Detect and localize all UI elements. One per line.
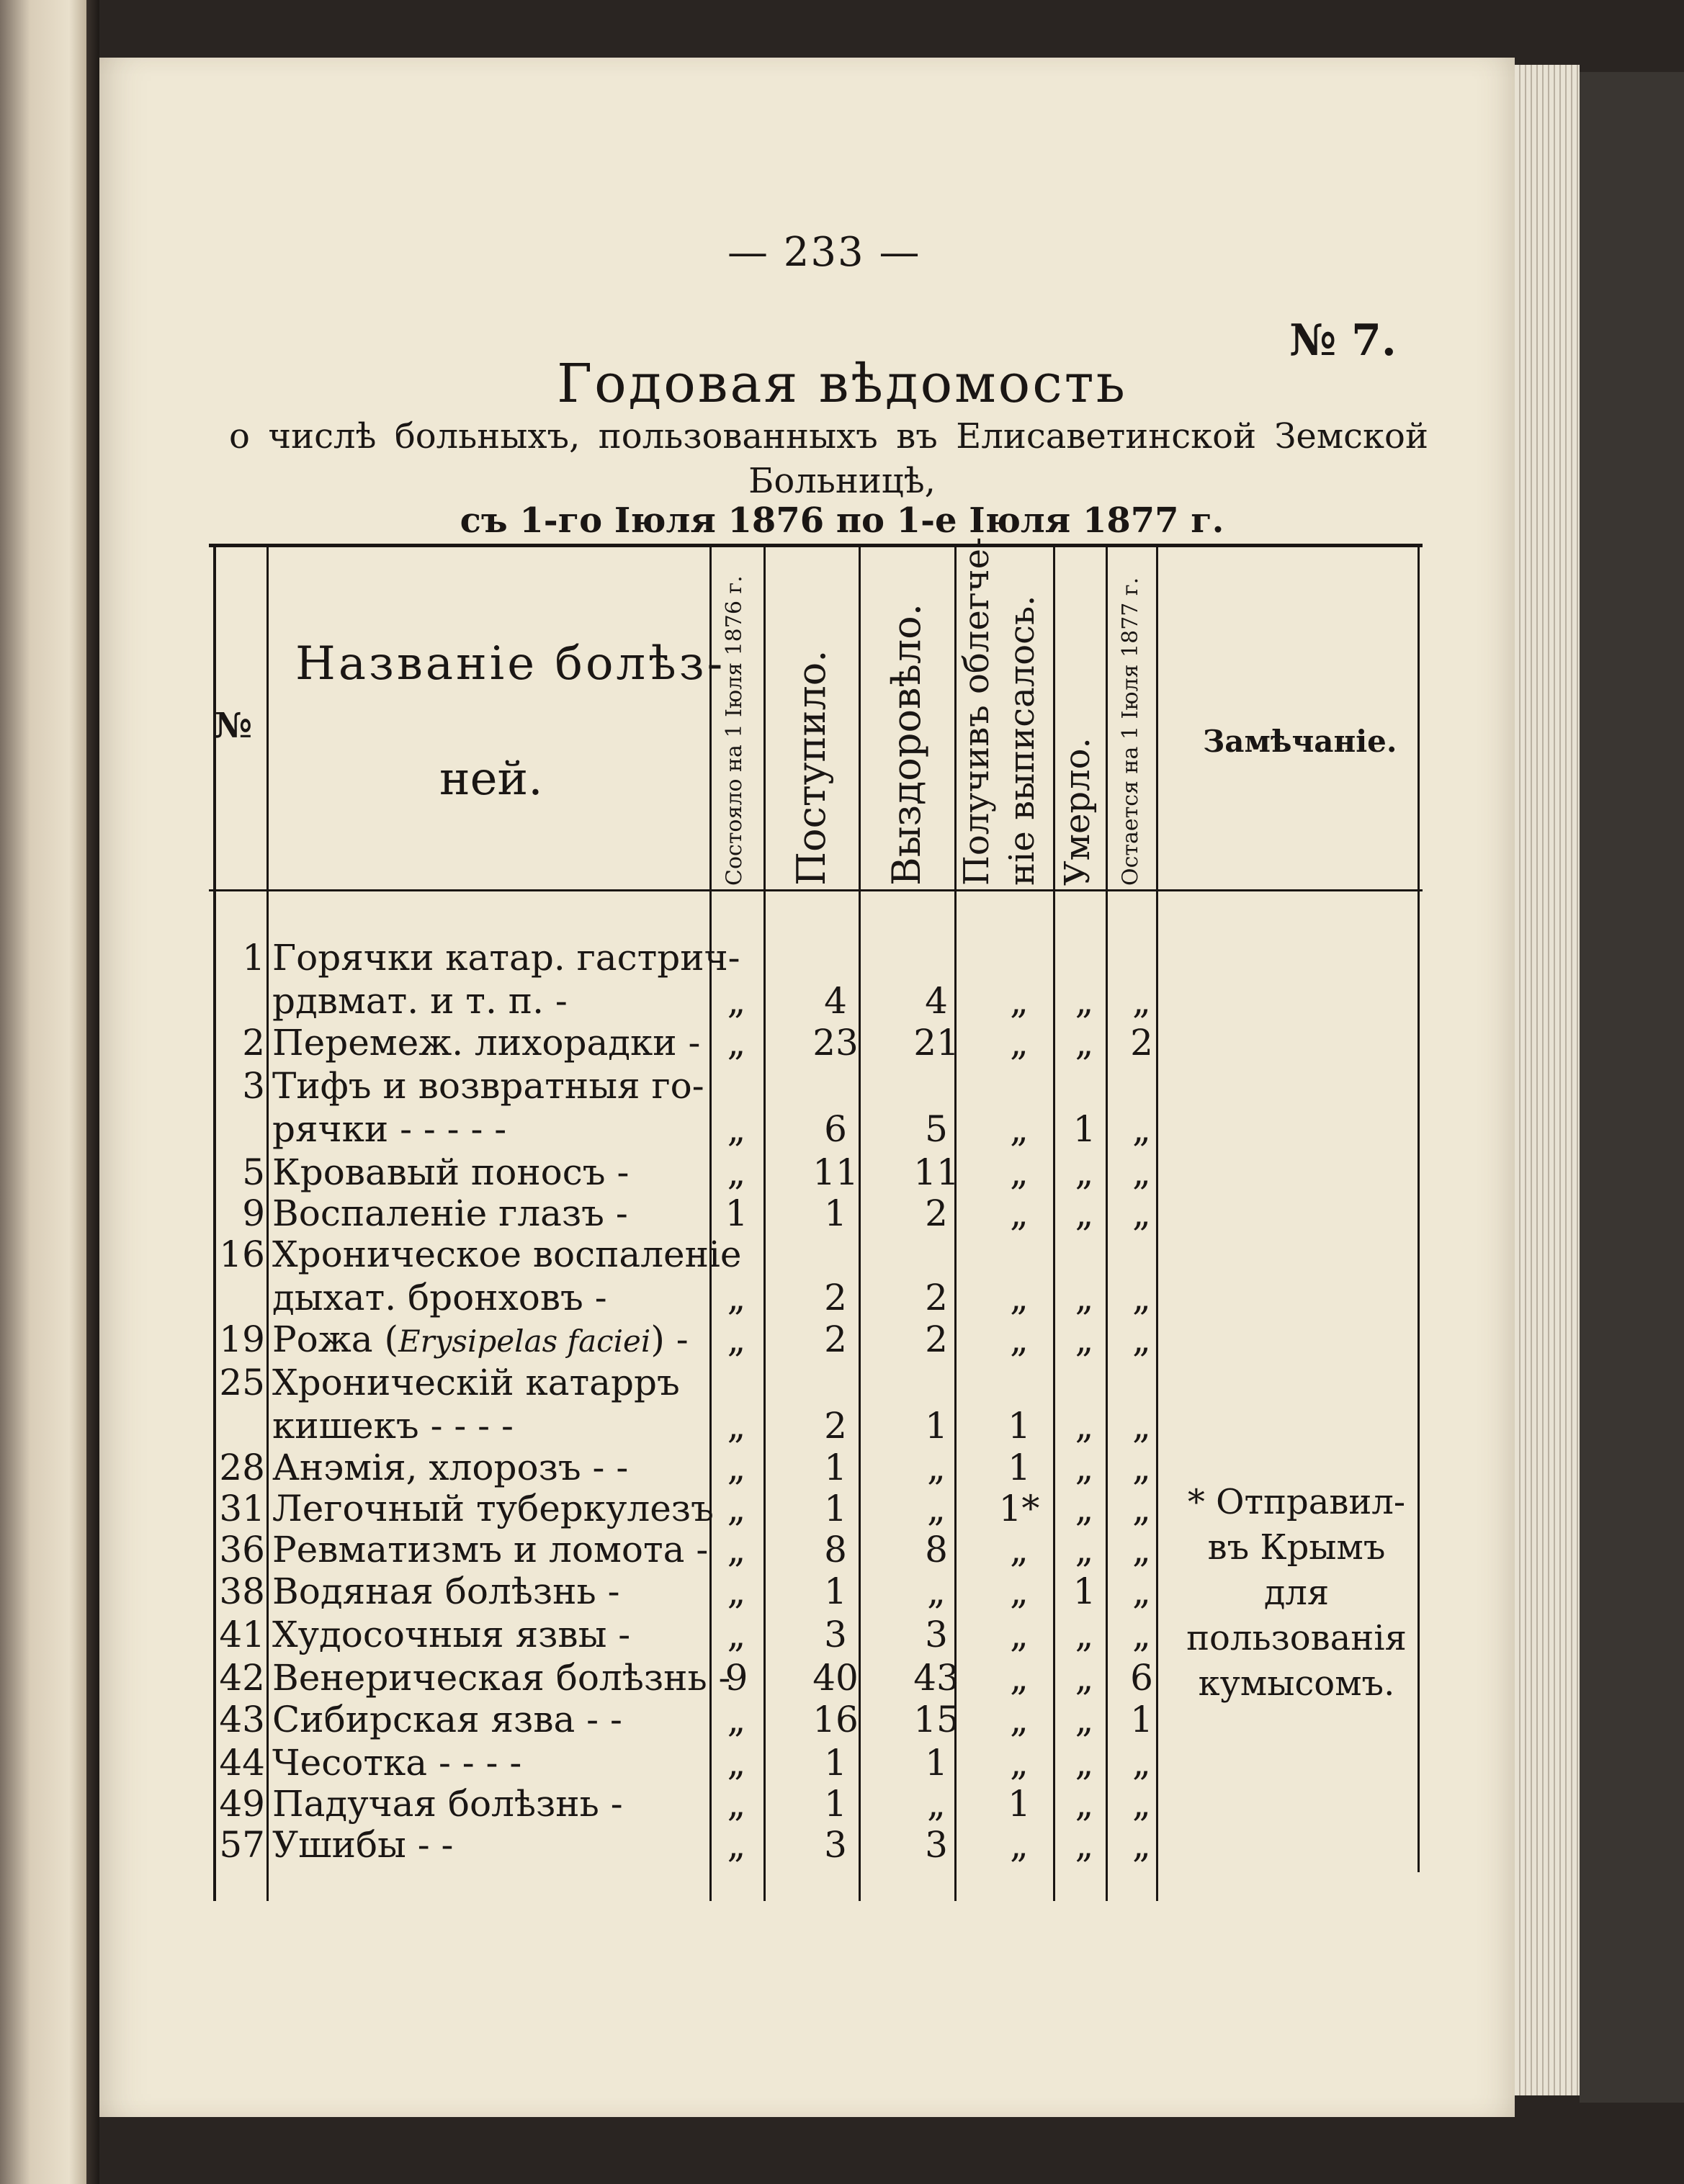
table-row [0, 1151, 1441, 1194]
value-cell: „ [1132, 1742, 1151, 1784]
value-cell: 1 [824, 1570, 847, 1612]
value-cell: „ [1075, 1318, 1094, 1360]
value-cell: „ [727, 1318, 746, 1360]
value-cell: 1 [925, 1742, 948, 1784]
value-cell: „ [1132, 980, 1151, 1022]
table-row [0, 1107, 1441, 1151]
disease-name-text: Хроническій катарръ [272, 1362, 680, 1403]
value-cell: 1 [1072, 1108, 1096, 1150]
disease-name-text: Хроническое воспаленіе [272, 1233, 742, 1275]
value-cell: „ [1010, 1108, 1029, 1150]
value-cell: 3 [824, 1614, 847, 1655]
value-cell: „ [1075, 1614, 1094, 1655]
row-number: 44 [219, 1742, 265, 1784]
disease-name [272, 1233, 742, 1276]
value-cell: 2 [925, 1192, 948, 1234]
remark-line: * Отправил- [1187, 1482, 1406, 1522]
value-cell: „ [1132, 1108, 1151, 1150]
value-cell: 2 [1130, 1022, 1153, 1064]
disease-name-text: Чесотка - - - - [272, 1742, 522, 1784]
header-name-line1: Названіе болѣз- [295, 637, 726, 691]
disease-name-text: Венерическая болѣзнь - [272, 1657, 731, 1699]
value-cell: „ [1132, 1488, 1151, 1529]
value-cell: 2 [824, 1318, 847, 1360]
value-cell: „ [1132, 1151, 1151, 1193]
disease-name [272, 1192, 704, 1235]
disease-name [272, 1570, 704, 1613]
disease-name [272, 1318, 704, 1363]
disease-name-text: дыхат. бронховъ - [272, 1277, 607, 1318]
row-number: 3 [242, 1065, 265, 1107]
value-cell: „ [1075, 1529, 1094, 1570]
value-cell: „ [727, 1529, 746, 1570]
disease-name-text: кишекъ - - - - [272, 1405, 514, 1447]
value-cell: 23 [812, 1022, 859, 1064]
value-cell: 1 [725, 1192, 748, 1234]
value-cell: „ [1010, 980, 1029, 1022]
table-row [0, 1741, 1441, 1784]
value-cell: 1 [1130, 1699, 1153, 1740]
value-cell: „ [1075, 1488, 1094, 1529]
value-cell: 9 [725, 1657, 748, 1699]
subtitle-word: о [229, 416, 250, 457]
value-cell: „ [1075, 1699, 1094, 1740]
disease-name [272, 1446, 704, 1489]
disease-name-text: Ревматизмъ и ломота - [272, 1529, 709, 1570]
value-cell: „ [1075, 1783, 1094, 1825]
disease-name [272, 1528, 709, 1571]
value-cell: „ [1010, 1657, 1029, 1699]
value-cell: „ [727, 1447, 746, 1488]
value-cell: „ [727, 1022, 746, 1064]
subtitle-line-1 [229, 416, 1428, 457]
remark-note [1174, 1480, 1419, 1707]
row-number: 43 [219, 1699, 265, 1740]
value-cell: „ [727, 1405, 746, 1447]
value-cell: 3 [925, 1824, 948, 1866]
table-row [0, 1782, 1441, 1825]
value-cell: 5 [925, 1108, 948, 1150]
value-cell: „ [1132, 1447, 1151, 1488]
value-cell: 2 [824, 1277, 847, 1318]
value-cell: 4 [824, 980, 847, 1022]
row-number: 38 [219, 1570, 265, 1612]
row-number: 41 [219, 1614, 265, 1655]
value-cell: „ [1075, 1742, 1094, 1784]
disease-name-text: Горячки катар. гастрич- [272, 937, 740, 979]
header-col1: Состояло на 1 Іюля 1876 г. [722, 575, 747, 886]
disease-name [272, 1107, 704, 1151]
remark-line: кумысомъ. [1198, 1663, 1395, 1704]
value-cell: „ [1010, 1699, 1029, 1740]
disease-name-text: Падучая болѣзнь - [272, 1783, 623, 1825]
disease-name-text: Худосочныя язвы - [272, 1614, 631, 1655]
subtitle-word: Елисаветинской [956, 416, 1257, 457]
disease-name-text: Тифъ и возвратныя го- [272, 1065, 704, 1107]
disease-name [272, 1404, 704, 1447]
value-cell: „ [1075, 1192, 1094, 1234]
value-cell: „ [927, 1570, 946, 1612]
value-cell: „ [1132, 1529, 1151, 1570]
value-cell: „ [727, 1108, 746, 1150]
remark-line: пользованія [1186, 1618, 1407, 1658]
disease-name [272, 1151, 704, 1194]
value-cell: „ [727, 1824, 746, 1866]
disease-name [272, 1613, 704, 1656]
value-cell: „ [1075, 1405, 1094, 1447]
table-row [0, 1361, 1441, 1404]
subtitle-word: пользованныхъ [598, 416, 878, 457]
value-cell: 1 [1072, 1570, 1096, 1612]
value-cell: „ [927, 1447, 946, 1488]
table-header-rule [209, 889, 1423, 891]
row-number: 49 [219, 1783, 265, 1825]
value-cell: „ [927, 1783, 946, 1825]
header-number: № [215, 706, 253, 746]
value-cell: „ [1132, 1277, 1151, 1318]
disease-name [272, 1698, 704, 1741]
row-number: 5 [242, 1151, 265, 1193]
value-cell: „ [1010, 1742, 1029, 1784]
header-col5: Умерло. [1057, 737, 1098, 886]
value-cell: 8 [925, 1529, 948, 1570]
subtitle-word: въ [896, 416, 938, 457]
disease-name-text: Водяная болѣзнь - [272, 1570, 620, 1612]
disease-latin-name: Erysipelas faciei [398, 1324, 651, 1359]
disease-name [272, 1276, 704, 1319]
value-cell: 3 [824, 1824, 847, 1866]
disease-name-text: Кровавый поносъ - [272, 1151, 630, 1193]
value-cell: „ [1075, 1824, 1094, 1866]
document-title: Годовая вѣдомость [557, 353, 1127, 415]
row-number: 9 [242, 1192, 265, 1234]
table-row [0, 1404, 1441, 1447]
table-row [0, 936, 1441, 979]
value-cell: „ [727, 1277, 746, 1318]
header-col4-line1: Получивъ облегче- [957, 536, 997, 886]
disease-name [272, 1064, 704, 1107]
header-col4-line2: ніе выписалось. [1002, 595, 1042, 886]
row-number: 57 [219, 1824, 265, 1866]
value-cell: „ [1132, 1783, 1151, 1825]
value-cell: 3 [925, 1614, 948, 1655]
row-number: 25 [219, 1362, 265, 1403]
value-cell: „ [1132, 1405, 1151, 1447]
value-cell: 1 [824, 1488, 847, 1529]
value-cell: 6 [1130, 1657, 1153, 1699]
value-cell: 1 [824, 1742, 847, 1784]
value-cell: „ [1132, 1824, 1151, 1866]
disease-name-text: рдвмат. и т. п. - [272, 980, 568, 1022]
value-cell: „ [727, 1783, 746, 1825]
header-col6: Остается на 1 Іюля 1877 г. [1118, 577, 1143, 886]
value-cell: „ [1010, 1318, 1029, 1360]
header-col3: Выздоровѣло. [884, 603, 929, 886]
value-cell: „ [727, 980, 746, 1022]
subtitle-word: числѣ [268, 416, 377, 457]
value-cell: „ [727, 1488, 746, 1529]
value-cell: 11 [812, 1151, 859, 1193]
disease-name [272, 1656, 731, 1699]
value-cell: „ [727, 1151, 746, 1193]
subtitle-word: больныхъ, [394, 416, 581, 457]
header-remark: Замѣчаніе. [1203, 724, 1397, 759]
value-cell: 8 [824, 1529, 847, 1570]
disease-name-text: Анэмія, хлорозъ - - [272, 1447, 629, 1488]
row-number: 28 [219, 1447, 265, 1488]
row-number: 16 [219, 1233, 265, 1275]
subtitle-word: Земской [1274, 416, 1428, 457]
value-cell: „ [727, 1699, 746, 1740]
row-number: 42 [219, 1657, 265, 1699]
disease-name [272, 979, 704, 1023]
value-cell: 43 [913, 1657, 959, 1699]
row-number: 2 [242, 1022, 265, 1064]
value-cell: 1 [1008, 1405, 1031, 1447]
value-cell: „ [727, 1570, 746, 1612]
disease-name-text: Ушибы - - [272, 1824, 454, 1866]
disease-name [272, 1487, 714, 1530]
header-name-line2: ней. [439, 752, 543, 806]
table-row [0, 1823, 1441, 1866]
value-cell: 1 [824, 1192, 847, 1234]
remark-line: въ Крымъ для [1207, 1527, 1386, 1613]
value-cell: 6 [824, 1108, 847, 1150]
value-cell: „ [1132, 1318, 1151, 1360]
subtitle-line-2: Больницѣ, [748, 461, 936, 501]
page-number: — 233 — [727, 229, 921, 276]
disease-name [272, 936, 740, 979]
document-number: № 7. [1289, 315, 1397, 366]
disease-name [272, 1741, 704, 1784]
disease-name-text: Сибирская язва - - [272, 1699, 622, 1740]
value-cell: 11 [913, 1151, 959, 1193]
disease-name-text: рячки - - - - - [272, 1108, 507, 1150]
row-number: 31 [219, 1488, 265, 1529]
table-row [0, 1064, 1441, 1107]
value-cell: 1 [824, 1783, 847, 1825]
table-row [0, 1318, 1441, 1361]
table-row [0, 979, 1441, 1023]
value-cell: „ [1075, 1447, 1094, 1488]
value-cell: 4 [925, 980, 948, 1022]
value-cell: 1 [1008, 1447, 1031, 1488]
value-cell: 15 [913, 1699, 959, 1740]
value-cell: 1* [998, 1488, 1040, 1529]
value-cell: 1 [824, 1447, 847, 1488]
header-col2: Поступило. [789, 650, 834, 886]
value-cell: „ [1010, 1570, 1029, 1612]
value-cell: „ [1010, 1277, 1029, 1318]
row-number: 1 [242, 937, 265, 979]
value-cell: „ [1010, 1151, 1029, 1193]
disease-name-end: ) - [650, 1318, 689, 1360]
table-row [0, 1233, 1441, 1276]
value-cell: „ [1010, 1529, 1029, 1570]
value-cell: 16 [812, 1699, 859, 1740]
value-cell: 1 [925, 1405, 948, 1447]
value-cell: „ [1075, 1022, 1094, 1064]
value-cell: „ [927, 1488, 946, 1529]
value-cell: „ [1132, 1192, 1151, 1234]
table-top-rule [209, 544, 1423, 547]
disease-name-text: Легочный туберкулезъ [272, 1488, 714, 1529]
value-cell: „ [727, 1614, 746, 1655]
subtitle-line-3: съ 1-го Іюля 1876 по 1-е Іюля 1877 г. [460, 500, 1224, 541]
value-cell: 2 [925, 1277, 948, 1318]
value-cell: 40 [812, 1657, 859, 1699]
disease-name [272, 1782, 704, 1825]
disease-name-text: Рожа ( [272, 1318, 398, 1360]
table-row [0, 1192, 1441, 1235]
disease-name-text: Перемеж. лихорадки - [272, 1022, 701, 1064]
value-cell: 2 [925, 1318, 948, 1360]
disease-name [272, 1823, 704, 1866]
value-cell: „ [1010, 1614, 1029, 1655]
table-row [0, 1021, 1441, 1064]
table-row [0, 1276, 1441, 1319]
row-number: 19 [219, 1318, 265, 1360]
value-cell: „ [727, 1742, 746, 1784]
value-cell: „ [1075, 980, 1094, 1022]
row-number: 36 [219, 1529, 265, 1570]
value-cell: 1 [1008, 1783, 1031, 1825]
value-cell: „ [1132, 1614, 1151, 1655]
disease-name [272, 1021, 704, 1064]
value-cell: „ [1010, 1192, 1029, 1234]
value-cell: „ [1075, 1277, 1094, 1318]
value-cell: „ [1132, 1570, 1151, 1612]
value-cell: „ [1010, 1022, 1029, 1064]
value-cell: 2 [824, 1405, 847, 1447]
value-cell: „ [1075, 1151, 1094, 1193]
disease-name-text: Воспаленіе глазъ - [272, 1192, 628, 1234]
value-cell: „ [1010, 1824, 1029, 1866]
disease-name [272, 1361, 704, 1404]
value-cell: „ [1075, 1657, 1094, 1699]
value-cell: 21 [913, 1022, 959, 1064]
